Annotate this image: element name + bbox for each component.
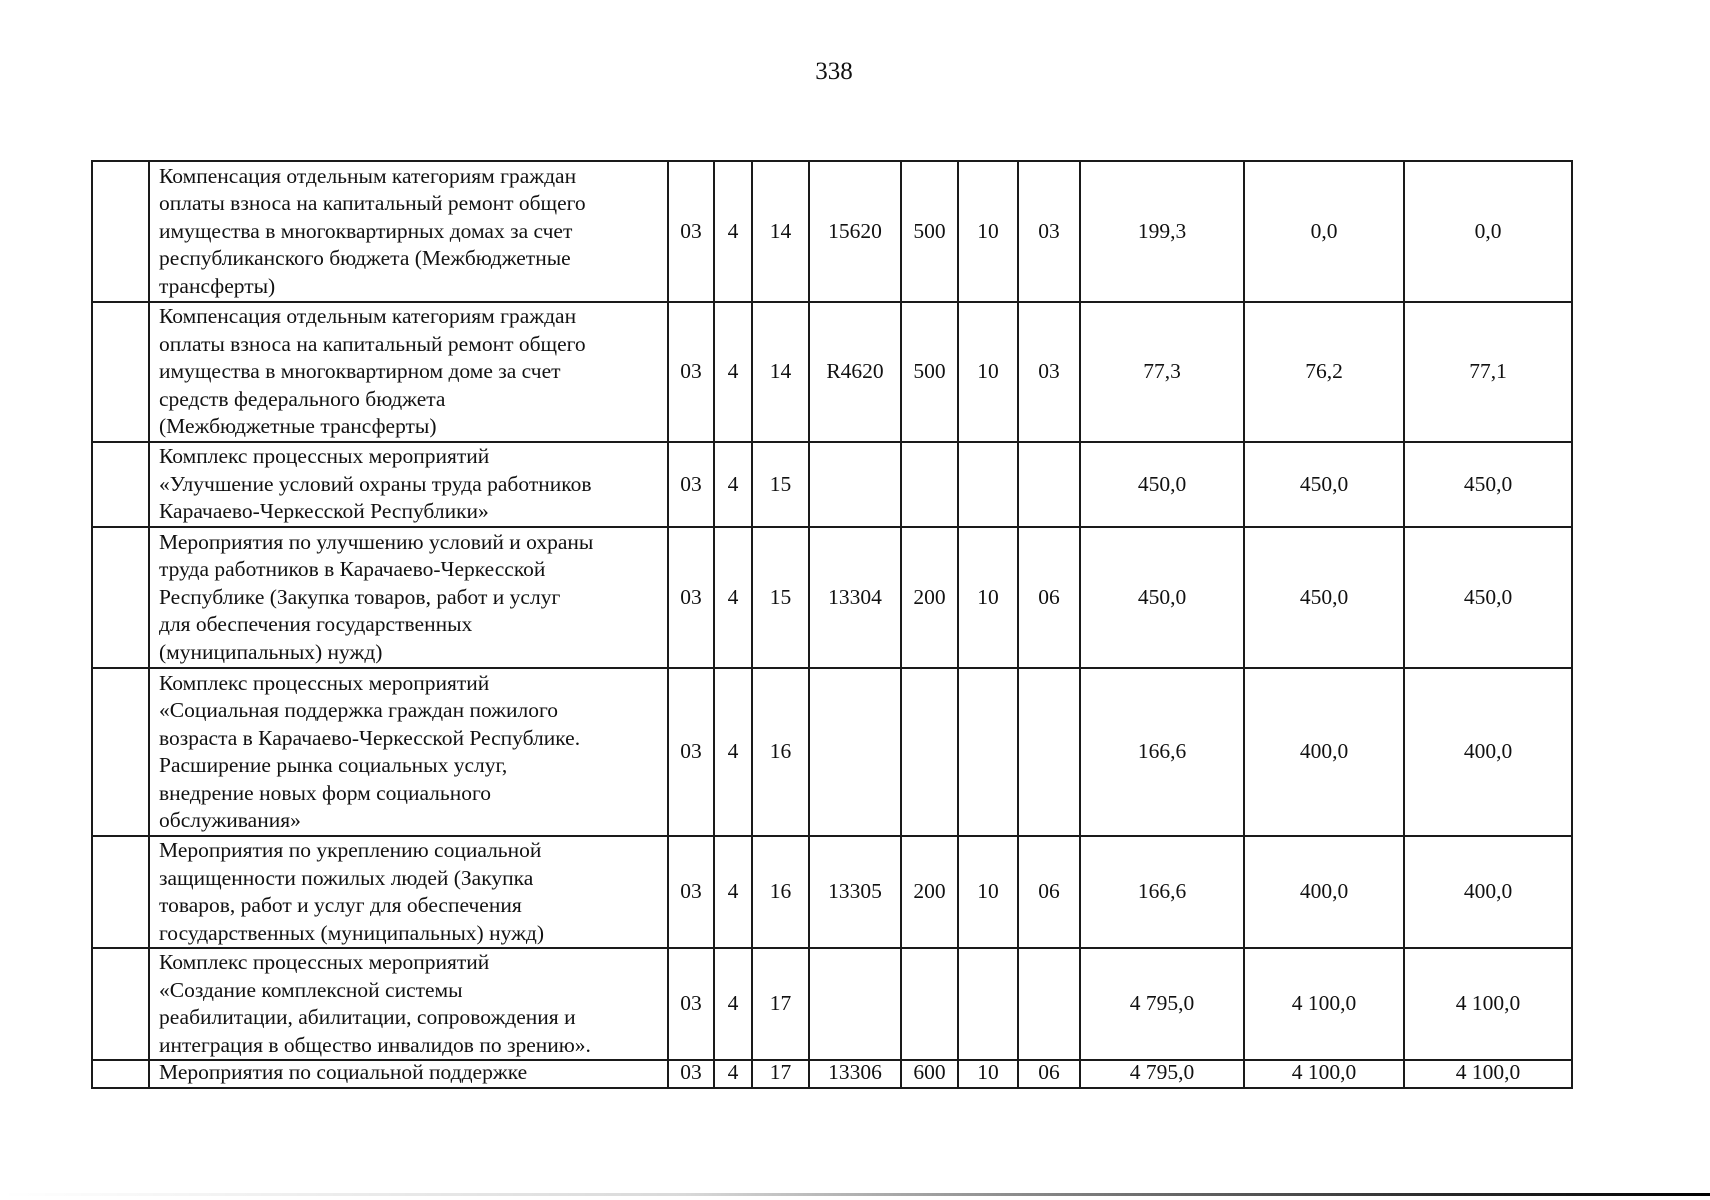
code-cell: 03 — [668, 302, 714, 442]
value-cell: 450,0 — [1244, 442, 1404, 527]
index-cell — [92, 442, 149, 527]
value-cell: 450,0 — [1404, 527, 1572, 668]
code-cell: 17 — [752, 1060, 809, 1088]
index-cell — [92, 668, 149, 836]
code-cell: 500 — [901, 302, 958, 442]
value-cell: 450,0 — [1404, 442, 1572, 527]
value-cell: 400,0 — [1404, 836, 1572, 948]
code-cell — [1018, 668, 1080, 836]
value-cell: 400,0 — [1244, 668, 1404, 836]
value-cell: 4 100,0 — [1244, 1060, 1404, 1088]
code-cell: 4 — [714, 527, 752, 668]
value-cell: 4 795,0 — [1080, 1060, 1244, 1088]
name-text: Комплекс процессных мероприятий «Создание комплексной системы реабилитации, абилитации, сопровождения и интеграция в общество инвалидов по зрению». — [159, 950, 591, 1057]
index-cell — [92, 527, 149, 668]
code-cell: 10 — [958, 161, 1018, 302]
code-cell: 10 — [958, 836, 1018, 948]
value-cell: 4 100,0 — [1244, 948, 1404, 1060]
code-cell — [958, 668, 1018, 836]
code-cell: 16 — [752, 668, 809, 836]
table-body — [92, 161, 1572, 1088]
page-number: 338 — [815, 58, 853, 85]
value-cell: 76,2 — [1244, 302, 1404, 442]
value-cell: 0,0 — [1404, 161, 1572, 302]
value-cell: 450,0 — [1080, 442, 1244, 527]
code-cell: 4 — [714, 161, 752, 302]
index-cell — [92, 302, 149, 442]
table-row — [92, 161, 1572, 302]
table-row — [92, 302, 1572, 442]
code-cell — [901, 442, 958, 527]
name-cell — [149, 1060, 668, 1088]
code-cell — [1018, 948, 1080, 1060]
code-cell — [901, 668, 958, 836]
code-cell: 13304 — [809, 527, 901, 668]
code-cell: 10 — [958, 1060, 1018, 1088]
code-cell: 4 — [714, 442, 752, 527]
code-cell: 17 — [752, 948, 809, 1060]
scan-edge-line — [0, 1193, 1710, 1196]
code-cell: 500 — [901, 161, 958, 302]
table-row — [92, 442, 1572, 527]
code-cell — [809, 442, 901, 527]
value-cell: 77,1 — [1404, 302, 1572, 442]
name-text: Мероприятия по социальной поддержке — [159, 1060, 528, 1084]
code-cell: 03 — [668, 948, 714, 1060]
table-row — [92, 948, 1572, 1060]
name-cell — [149, 836, 668, 948]
code-cell: R4620 — [809, 302, 901, 442]
name-cell — [149, 527, 668, 668]
index-cell — [92, 948, 149, 1060]
code-cell: 4 — [714, 836, 752, 948]
value-cell: 400,0 — [1244, 836, 1404, 948]
code-cell: 06 — [1018, 527, 1080, 668]
name-cell — [149, 442, 668, 527]
name-cell — [149, 161, 668, 302]
code-cell — [958, 948, 1018, 1060]
value-cell: 166,6 — [1080, 668, 1244, 836]
table-row — [92, 836, 1572, 948]
code-cell: 15 — [752, 442, 809, 527]
budget-table — [91, 160, 1573, 1089]
name-text: Компенсация отдельным категориям граждан оплаты взноса на капитальный ремонт общего имущества в многоквартирном доме за счет средств федерального бюджета (Межбюджетные трансферты) — [159, 304, 586, 439]
code-cell: 4 — [714, 1060, 752, 1088]
code-cell: 4 — [714, 302, 752, 442]
name-cell — [149, 668, 668, 836]
code-cell: 13305 — [809, 836, 901, 948]
code-cell — [1018, 442, 1080, 527]
code-cell: 15 — [752, 527, 809, 668]
name-text: Мероприятия по укреплению социальной защищенности пожилых людей (Закупка товаров, работ и услуг для обеспечения государственных (муниципальных) нужд) — [159, 838, 545, 945]
code-cell: 4 — [714, 668, 752, 836]
value-cell: 400,0 — [1404, 668, 1572, 836]
code-cell: 15620 — [809, 161, 901, 302]
code-cell: 16 — [752, 836, 809, 948]
value-cell: 4 100,0 — [1404, 1060, 1572, 1088]
value-cell: 166,6 — [1080, 836, 1244, 948]
code-cell: 06 — [1018, 836, 1080, 948]
value-cell: 77,3 — [1080, 302, 1244, 442]
code-cell: 03 — [668, 527, 714, 668]
name-text: Комплекс процессных мероприятий «Социальная поддержка граждан пожилого возраста в Карачаево-Черкесской Республике. Расширение рынка социальных услуг, внедрение новых форм социального обслуживания» — [159, 670, 581, 832]
name-text: Мероприятия по улучшению условий и охраны труда работников в Карачаево-Черкесской Республике (Закупка товаров, работ и услуг для обеспечения государственных (муниципальных) нужд) — [159, 529, 594, 664]
name-text: Компенсация отдельным категориям граждан оплаты взноса на капитальный ремонт общего имущества в многоквартирных домах за счет республиканского бюджета (Межбюджетные трансферты) — [159, 163, 586, 298]
code-cell: 14 — [752, 302, 809, 442]
table-row — [92, 668, 1572, 836]
code-cell: 03 — [1018, 302, 1080, 442]
code-cell: 06 — [1018, 1060, 1080, 1088]
code-cell: 03 — [668, 836, 714, 948]
code-cell: 03 — [668, 1060, 714, 1088]
value-cell: 4 795,0 — [1080, 948, 1244, 1060]
code-cell: 600 — [901, 1060, 958, 1088]
value-cell: 199,3 — [1080, 161, 1244, 302]
code-cell: 13306 — [809, 1060, 901, 1088]
code-cell — [809, 668, 901, 836]
code-cell: 200 — [901, 527, 958, 668]
code-cell: 10 — [958, 302, 1018, 442]
index-cell — [92, 1060, 149, 1088]
value-cell: 0,0 — [1244, 161, 1404, 302]
name-cell — [149, 302, 668, 442]
value-cell: 450,0 — [1080, 527, 1244, 668]
name-cell — [149, 948, 668, 1060]
code-cell — [901, 948, 958, 1060]
table-row — [92, 1060, 1572, 1088]
code-cell: 4 — [714, 948, 752, 1060]
code-cell: 10 — [958, 527, 1018, 668]
code-cell: 200 — [901, 836, 958, 948]
code-cell: 14 — [752, 161, 809, 302]
code-cell — [958, 442, 1018, 527]
code-cell: 03 — [668, 668, 714, 836]
table-row — [92, 527, 1572, 668]
index-cell — [92, 836, 149, 948]
code-cell: 03 — [668, 161, 714, 302]
code-cell — [809, 948, 901, 1060]
name-text: Комплекс процессных мероприятий «Улучшение условий охраны труда работников Карачаево-Черкесской Республики» — [159, 444, 592, 524]
value-cell: 450,0 — [1244, 527, 1404, 668]
index-cell — [92, 161, 149, 302]
code-cell: 03 — [668, 442, 714, 527]
code-cell: 03 — [1018, 161, 1080, 302]
value-cell: 4 100,0 — [1404, 948, 1572, 1060]
